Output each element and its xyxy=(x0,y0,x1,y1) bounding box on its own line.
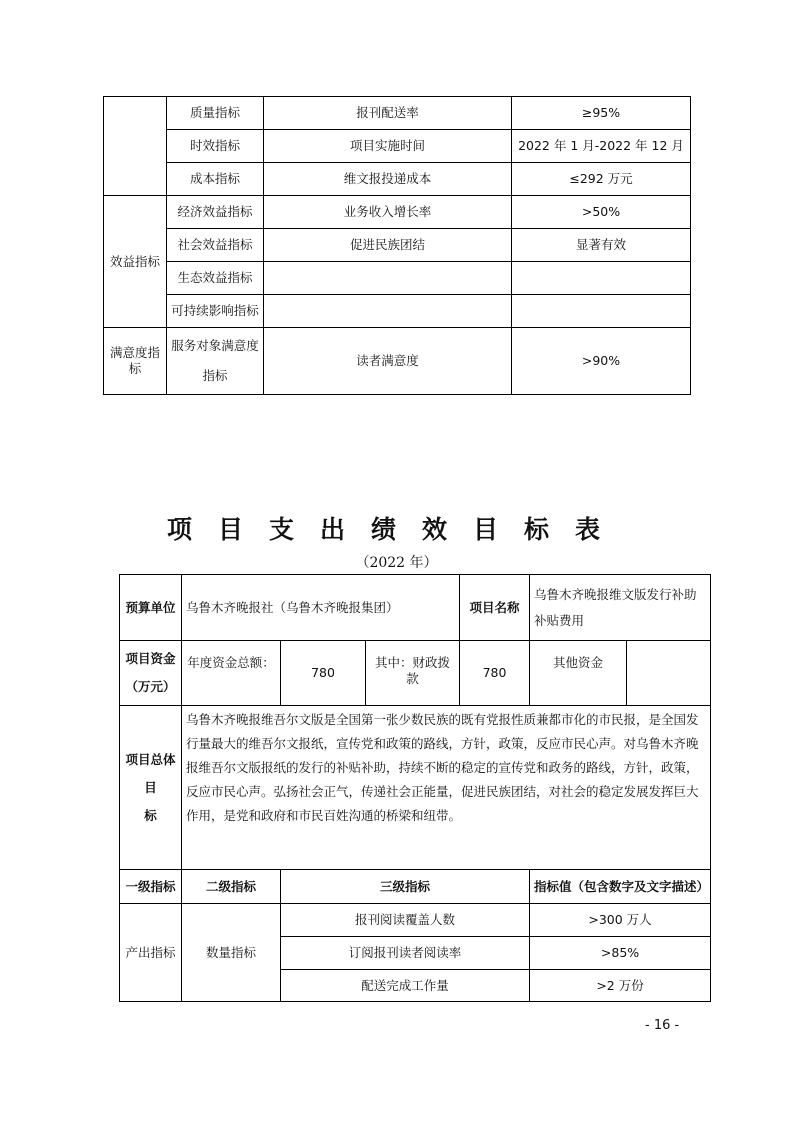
table-row xyxy=(104,97,691,130)
other-fund-label: 其他资金 xyxy=(530,641,627,706)
table-row xyxy=(120,904,711,937)
level3-cell: 报刊阅读覆盖人数 xyxy=(281,904,530,937)
level2-cell: 可持续影响指标 xyxy=(167,295,264,328)
table-row xyxy=(104,130,691,163)
performance-target-table xyxy=(119,574,711,1002)
header-row xyxy=(120,870,711,904)
page-title: 项目支出绩效目标表 xyxy=(166,515,626,544)
level2-cell: 数量指标 xyxy=(182,904,281,1002)
column-header: 一级指标 xyxy=(120,870,182,904)
level1-cell: 满意度指标 xyxy=(104,328,167,395)
level2-cell: 成本指标 xyxy=(167,163,264,196)
level2-line: 服务对象满意度 xyxy=(171,338,259,353)
value-cell: ≤292 万元 xyxy=(512,163,691,196)
page-number: - 16 - xyxy=(645,1018,680,1033)
value-cell xyxy=(512,295,691,328)
level3-cell: 维文报投递成本 xyxy=(264,163,512,196)
level2-cell: 社会效益指标 xyxy=(167,229,264,262)
column-header: 指标值（包含数字及文字描述） xyxy=(530,870,711,904)
value-cell: >300 万人 xyxy=(530,904,711,937)
fiscal-label: 其中：财政拨款 xyxy=(366,641,460,706)
other-fund-value xyxy=(627,641,711,706)
budget-unit-label: 预算单位 xyxy=(120,575,182,641)
level2-cell: 质量指标 xyxy=(167,97,264,130)
fund-label xyxy=(120,641,182,706)
value-cell: >85% xyxy=(530,937,711,970)
table-row xyxy=(104,196,691,229)
fund-label-line: 项目资金 xyxy=(125,651,176,666)
project-name-value: 乌鲁木齐晚报维文版发行补助补贴费用 xyxy=(530,575,711,641)
budget-unit-value: 乌鲁木齐晚报社（乌鲁木齐晚报集团） xyxy=(182,575,460,641)
value-cell: >90% xyxy=(512,328,691,395)
value-cell: 显著有效 xyxy=(512,229,691,262)
level3-cell: 促进民族团结 xyxy=(264,229,512,262)
overall-goal-label-line: 项目总体目 xyxy=(125,751,176,795)
level3-cell: 报刊配送率 xyxy=(264,97,512,130)
level3-cell: 配送完成工作量 xyxy=(281,970,530,1002)
project-name-label: 项目名称 xyxy=(460,575,530,641)
table-row xyxy=(120,641,711,706)
value-cell: >2 万份 xyxy=(530,970,711,1002)
level3-cell: 业务收入增长率 xyxy=(264,196,512,229)
level1-cell xyxy=(104,97,167,196)
value-cell: >50% xyxy=(512,196,691,229)
value-cell: 2022 年 1 月-2022 年 12 月 xyxy=(512,130,691,163)
fiscal-value: 780 xyxy=(460,641,530,706)
level2-line: 指标 xyxy=(202,368,228,383)
level2-cell: 生态效益指标 xyxy=(167,262,264,295)
indicator-table-continued xyxy=(103,96,691,395)
year-subtitle: （2022 年） xyxy=(355,555,438,571)
value-cell xyxy=(512,262,691,295)
overall-goal-label xyxy=(120,706,182,870)
level2-cell xyxy=(167,328,264,395)
level1-cell: 效益指标 xyxy=(104,196,167,328)
table-row xyxy=(120,706,711,870)
column-header: 三级指标 xyxy=(281,870,530,904)
table-row xyxy=(120,575,711,641)
annual-fund-value: 780 xyxy=(281,641,366,706)
level3-cell: 读者满意度 xyxy=(264,328,512,395)
level3-cell: 项目实施时间 xyxy=(264,130,512,163)
value-cell: ≥95% xyxy=(512,97,691,130)
column-header: 二级指标 xyxy=(182,870,281,904)
table-row xyxy=(104,328,691,395)
table-row xyxy=(104,295,691,328)
fund-label-line: （万元） xyxy=(125,679,176,694)
table-row xyxy=(104,229,691,262)
overall-goal-text: 乌鲁木齐晚报维吾尔文版是全国第一张少数民族的既有党报性质兼都市化的市民报，是全国发行量最大的维吾尔文报纸，宣传党和政策的路线，方针，政策，反应市民心声。对乌鲁木齐晚报维吾尔文版报纸的发行的补贴补助，持续不断的稳定的宣传党和政务的路线，方针，政策，反应市民心声。弘扬社会正气，传递社会正能量，促进民族团结，对社会的稳定发展发挥巨大作用，是党和政府和市民百姓沟通的桥梁和纽带。 xyxy=(182,706,711,870)
level3-cell xyxy=(264,295,512,328)
table-row xyxy=(104,262,691,295)
annual-fund-label: 年度资金总额： xyxy=(182,641,281,706)
overall-goal-label-line: 标 xyxy=(144,807,157,823)
level2-cell: 时效指标 xyxy=(167,130,264,163)
table-row xyxy=(104,163,691,196)
level1-cell: 产出指标 xyxy=(120,904,182,1002)
level3-cell xyxy=(264,262,512,295)
level2-cell: 经济效益指标 xyxy=(167,196,264,229)
level3-cell: 订阅报刊读者阅读率 xyxy=(281,937,530,970)
